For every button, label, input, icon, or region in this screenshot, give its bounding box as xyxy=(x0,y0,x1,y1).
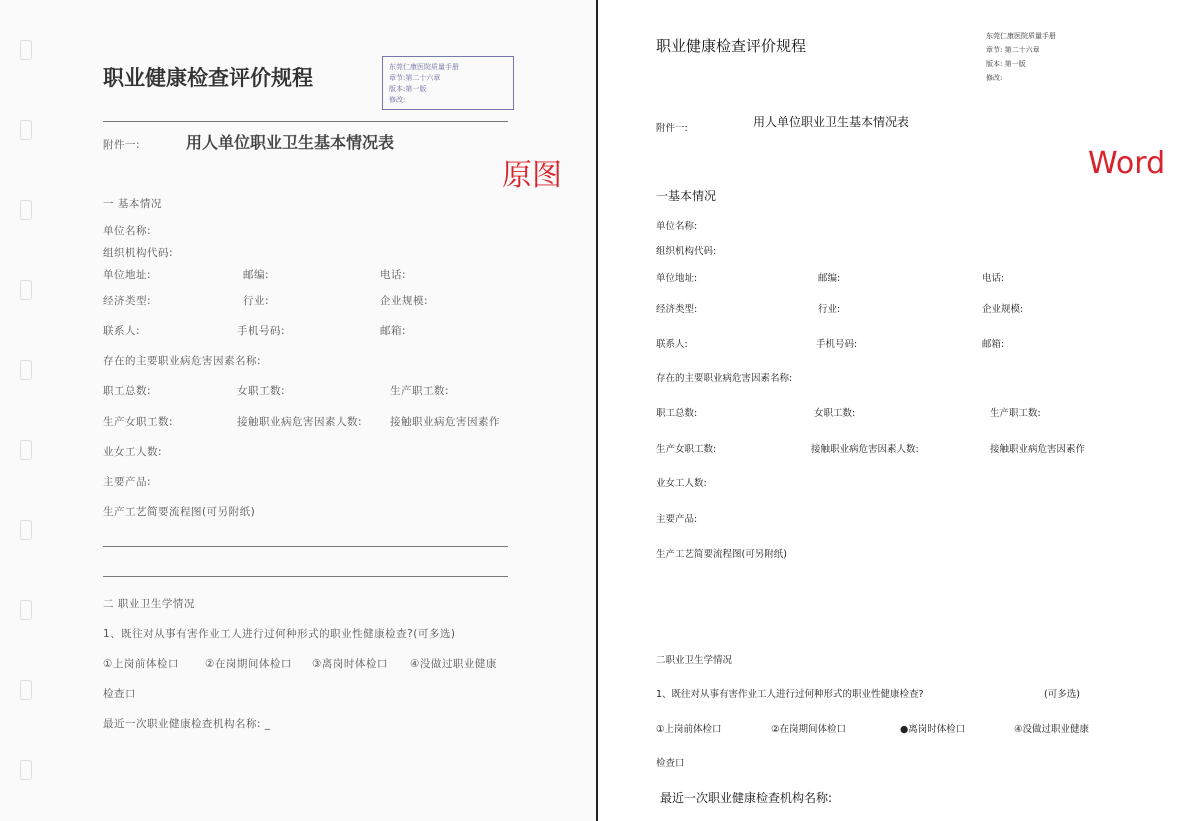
field-email: 邮箱: xyxy=(982,339,1005,350)
section-hygiene: 二职业卫生学情况 xyxy=(656,655,733,666)
field-phone: 电话: xyxy=(380,269,407,281)
binding-hole xyxy=(20,280,32,300)
binding-hole xyxy=(20,200,32,220)
field-unit-name: 单位名称: xyxy=(103,225,152,237)
box-line: 东莞仁康医院质量手册 xyxy=(389,63,459,71)
binding-hole xyxy=(20,760,32,780)
field-email: 邮箱: xyxy=(380,325,407,337)
attachment-label: 附件一: xyxy=(103,139,141,151)
field-phone: 电话: xyxy=(982,273,1005,284)
option-never-cont: 检查口 xyxy=(103,688,136,700)
field-process-chart: 生产工艺简要流程图(可另附纸) xyxy=(103,506,256,518)
doc-title: 职业健康检查评价规程 xyxy=(656,37,807,55)
option-pre-job: ①上岗前体检口 xyxy=(656,724,722,735)
field-address: 单位地址: xyxy=(103,269,152,281)
field-org-code: 组织机构代码: xyxy=(656,246,717,257)
doc-title: 职业健康检查评价规程 xyxy=(103,66,313,90)
box-line: 版本: 第一版 xyxy=(986,60,1026,68)
field-recent-org: 最近一次职业健康检查机构名称: _ xyxy=(103,718,271,730)
field-production-staff: 生产职工数: xyxy=(390,385,450,397)
field-address: 单位地址: xyxy=(656,273,698,284)
field-female-staff: 女职工数: xyxy=(814,408,856,419)
field-postcode: 邮编: xyxy=(243,269,270,281)
option-never-cont: 检查口 xyxy=(656,758,685,769)
field-industry: 行业: xyxy=(818,304,841,315)
header-rule xyxy=(103,121,508,122)
field-female-workers: 业女工人数: xyxy=(656,478,707,489)
field-industry: 行业: xyxy=(243,295,270,307)
original-label: 原图 xyxy=(502,158,562,193)
field-recent-org: 最近一次职业健康检查机构名称: xyxy=(660,791,833,805)
word-label: Word xyxy=(1088,146,1166,181)
field-scale: 企业规模: xyxy=(380,295,429,307)
original-scan-page xyxy=(0,0,596,821)
binding-hole xyxy=(20,40,32,60)
field-org-code: 组织机构代码: xyxy=(103,247,174,259)
box-line: 章节:第二十六章 xyxy=(389,74,441,82)
box-line: 版本:第一版 xyxy=(389,85,427,93)
field-products: 主要产品: xyxy=(103,476,152,488)
form-subtitle: 用人单位职业卫生基本情况表 xyxy=(186,133,395,152)
binding-hole xyxy=(20,600,32,620)
blank-line xyxy=(103,546,508,547)
binding-hole xyxy=(20,120,32,140)
question-1-note: (可多选) xyxy=(1044,689,1080,700)
box-line: 东莞仁康医院质量手册 xyxy=(986,32,1056,40)
field-hazards: 存在的主要职业病危害因素名称: xyxy=(656,373,793,384)
field-total-staff: 职工总数: xyxy=(656,408,698,419)
section-basic-info: 一基本情况 xyxy=(656,189,717,203)
blank-line xyxy=(103,576,508,577)
binding-hole xyxy=(20,440,32,460)
binding-hole xyxy=(20,360,32,380)
field-econ-type: 经济类型: xyxy=(656,304,698,315)
field-contact: 联系人: xyxy=(103,325,141,337)
binding-hole xyxy=(20,680,32,700)
field-total-staff: 职工总数: xyxy=(103,385,152,397)
field-mobile: 手机号码: xyxy=(237,325,286,337)
box-line: 修改: xyxy=(986,74,1003,82)
option-never: ④没做过职业健康 xyxy=(1014,724,1090,735)
field-female-staff: 女职工数: xyxy=(237,385,286,397)
question-1: 1、既往对从事有害作业工人进行过何种形式的职业性健康检查? xyxy=(656,689,924,700)
field-hazards: 存在的主要职业病危害因素名称: xyxy=(103,355,262,367)
field-products: 主要产品: xyxy=(656,514,698,525)
field-exposed-job: 接触职业病危害因素作 xyxy=(390,416,500,428)
section-hygiene: 二 职业卫生学情况 xyxy=(103,598,195,610)
option-leaving: ③离岗时体检口 xyxy=(312,658,388,670)
form-subtitle: 用人单位职业卫生基本情况表 xyxy=(753,115,910,129)
attachment-label: 附件一: xyxy=(656,123,688,134)
section-basic-info: 一 基本情况 xyxy=(103,198,162,210)
question-1: 1、既往对从事有害作业工人进行过何种形式的职业性健康检查?(可多选) xyxy=(103,628,456,640)
field-postcode: 邮编: xyxy=(818,273,841,284)
box-line: 章节: 第二十六章 xyxy=(986,46,1040,54)
field-exposed-job: 接触职业病危害因素作 xyxy=(990,444,1086,455)
field-exposed-count: 接触职业病危害因素人数: xyxy=(237,416,363,428)
option-never: ④没做过职业健康 xyxy=(410,658,497,670)
field-econ-type: 经济类型: xyxy=(103,295,152,307)
option-leaving: ●离岗时体检口 xyxy=(900,724,966,735)
box-line: 修改: xyxy=(389,96,406,104)
field-female-prod-staff: 生产女职工数: xyxy=(656,444,717,455)
field-female-prod-staff: 生产女职工数: xyxy=(103,416,174,428)
field-exposed-count: 接触职业病危害因素人数: xyxy=(811,444,919,455)
field-unit-name: 单位名称: xyxy=(656,221,698,232)
field-female-workers: 业女工人数: xyxy=(103,446,163,458)
field-scale: 企业规模: xyxy=(982,304,1024,315)
word-conversion-page xyxy=(598,0,1200,821)
manual-info-box xyxy=(382,56,514,110)
field-production-staff: 生产职工数: xyxy=(990,408,1041,419)
option-pre-job: ①上岗前体检口 xyxy=(103,658,179,670)
field-mobile: 手机号码: xyxy=(816,339,858,350)
option-on-job: ②在岗期间体检口 xyxy=(205,658,292,670)
field-process-chart: 生产工艺简要流程图(可另附纸) xyxy=(656,549,787,560)
option-on-job: ②在岗期间体检口 xyxy=(771,724,847,735)
binding-hole xyxy=(20,520,32,540)
field-contact: 联系人: xyxy=(656,339,688,350)
